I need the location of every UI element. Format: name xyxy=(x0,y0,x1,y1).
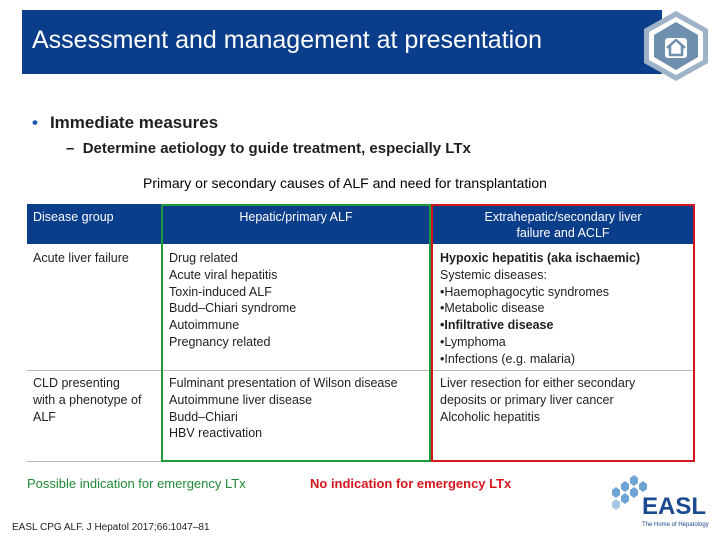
header-disease-group xyxy=(27,204,161,244)
row2-hepatic-line: Autoimmune liver disease xyxy=(169,392,313,407)
row2-group-line: CLD presenting xyxy=(33,376,120,390)
title-panel xyxy=(22,10,662,74)
row1-group xyxy=(33,250,129,267)
table-caption: Primary or secondary causes of ALF and need for transplantation xyxy=(143,175,547,191)
row2-group-line: with a phenotype of xyxy=(33,392,142,407)
header-extrahepatic-line1: Extrahepatic/secondary liver xyxy=(484,210,642,224)
row1-extra-line: Hypoxic hepatitis (aka ischaemic) xyxy=(440,251,641,265)
logo-tagline: The Home of Hepatology xyxy=(642,522,709,528)
row1-extra-line: •Infections (e.g. malaria) xyxy=(440,351,575,366)
bullet-text: Immediate measures xyxy=(49,113,219,132)
sub-bullet-text: Determine aetiology to guide treatment, especially LTx xyxy=(82,140,471,157)
logo-wordmark: EASL xyxy=(642,493,707,520)
row1-extra-line: •Haemophagocytic syndromes xyxy=(440,284,610,299)
header-extrahepatic-line2: failure and ACLF xyxy=(516,226,610,240)
row1-extra-line: •Metabolic disease xyxy=(440,301,545,316)
row2-group xyxy=(33,375,141,425)
row2-group-line: ALF xyxy=(33,409,56,424)
row1-extra-line: •Lymphoma xyxy=(440,334,506,349)
row2-extra-line: Alcoholic hepatitis xyxy=(440,409,541,424)
row2-hepatic-line: Budd–Chiari xyxy=(169,409,238,424)
row1-group-line: Acute liver failure xyxy=(33,251,129,265)
row1-extra-line: Systemic diseases: xyxy=(440,267,547,282)
bullet-dot: • xyxy=(32,113,38,132)
row1-hepatic-line: Budd–Chiari syndrome xyxy=(169,301,297,316)
title-bar xyxy=(0,0,720,85)
row1-hepatic-line: Pregnancy related xyxy=(169,334,271,349)
row2-extra-line: deposits or primary liver cancer xyxy=(440,392,614,407)
sub-bullet-dash: – xyxy=(66,140,75,157)
header-disease-group-text: Disease group xyxy=(33,210,114,224)
red-outline-box xyxy=(431,204,695,462)
label-no-ltx: No indication for emergency LTx xyxy=(310,476,512,491)
row2-hepatic-line: Fulminant presentation of Wilson disease xyxy=(169,376,398,390)
page-title: Assessment and management at presentation xyxy=(32,26,543,54)
row1-hepatic-line: Autoimmune xyxy=(169,318,240,333)
row2-extra-line: Liver resection for either secondary xyxy=(440,376,636,390)
row1-hepatic-line: Acute viral hepatitis xyxy=(169,267,278,282)
row1-extra-line: •Infiltrative disease xyxy=(440,318,554,333)
reference-citation: EASL CPG ALF. J Hepatol 2017;66:1047–81 xyxy=(12,522,210,533)
row1-hepatic-line: Toxin-induced ALF xyxy=(169,284,272,299)
row1-hepatic-line: Drug related xyxy=(169,251,238,265)
header-hepatic-text: Hepatic/primary ALF xyxy=(239,210,353,224)
home-icon[interactable] xyxy=(638,8,714,84)
label-possible-ltx: Possible indication for emergency LTx xyxy=(27,476,246,491)
green-outline-box xyxy=(161,204,431,462)
sub-bullet xyxy=(66,140,471,157)
row2-hepatic-line: HBV reactivation xyxy=(169,426,263,441)
easl-logo xyxy=(606,474,714,534)
bullet-immediate-measures xyxy=(32,113,218,133)
